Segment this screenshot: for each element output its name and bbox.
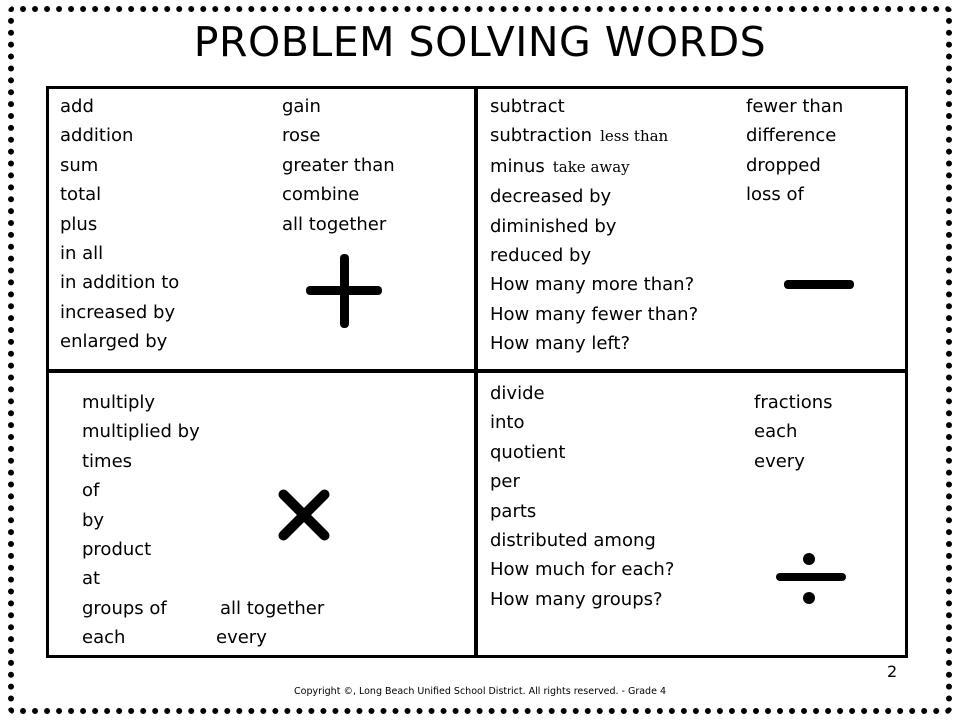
word-item: all together: [282, 213, 387, 235]
multiplication-words-col1: [82, 388, 200, 653]
word-item: total: [60, 184, 102, 206]
word-item: decreased by: [490, 186, 612, 208]
copyright-footer: Copyright ©, Long Beach Unified School District. All rights reserved. - Grade 4: [294, 686, 666, 697]
word-item: subtraction less than: [490, 125, 669, 147]
word-item: per: [490, 471, 520, 493]
word-item: by: [82, 509, 105, 531]
word-item: times: [82, 450, 133, 472]
grid-horizontal-divider: [46, 369, 908, 373]
word-item: add: [60, 96, 94, 117]
division-words-col1: [490, 379, 674, 614]
word-item: every: [216, 627, 267, 649]
word-item: How much for each?: [490, 559, 675, 581]
word-item: into: [490, 412, 525, 434]
page-title: PROBLEM SOLVING WORDS: [193, 18, 767, 66]
word-item: each: [82, 627, 126, 649]
word-item: dropped: [746, 154, 821, 176]
word-item: increased by: [60, 301, 176, 323]
word-item: reduced by: [490, 245, 592, 267]
word-item: in all: [60, 243, 104, 265]
word-item: greater than: [282, 154, 395, 176]
word-item: sum: [60, 154, 99, 176]
word-item: distributed among: [490, 530, 656, 552]
word-item: of: [82, 480, 100, 502]
division-words-col2: [754, 388, 833, 476]
word-item: every: [754, 450, 805, 472]
word-item: at: [82, 568, 101, 590]
word-item: subtract: [490, 96, 565, 117]
word-item-serif: take away: [552, 157, 630, 176]
word-item: groups of: [82, 597, 167, 619]
word-item: product: [82, 539, 152, 561]
word-item: fewer than: [746, 96, 844, 117]
word-item: How many left?: [490, 333, 631, 355]
subtraction-words-col2: [746, 92, 843, 210]
word-item: in addition to: [60, 272, 180, 294]
word-item: all together: [220, 598, 325, 619]
word-item: combine: [282, 184, 360, 206]
addition-words-col2: [282, 92, 395, 239]
word-item: parts: [490, 500, 537, 522]
word-item: fractions: [754, 392, 833, 413]
word-item-serif: less than: [600, 127, 669, 146]
word-item: diminished by: [490, 215, 617, 237]
word-item: multiply: [82, 392, 156, 413]
word-item: enlarged by: [60, 331, 168, 353]
subtraction-words-col1: [490, 92, 698, 359]
word-item: loss of: [746, 184, 804, 206]
word-item: plus: [60, 213, 98, 235]
word-item: each: [754, 421, 798, 443]
word-item: How many fewer than?: [490, 303, 699, 325]
page-number: 2: [887, 662, 898, 681]
word-item: gain: [282, 96, 321, 117]
addition-words-col1: [60, 92, 179, 357]
word-item: addition: [60, 125, 134, 147]
word-item: difference: [746, 125, 837, 147]
multiplication-words-col2: [216, 594, 325, 653]
word-item: quotient: [490, 441, 566, 463]
word-item: multiplied by: [82, 421, 200, 443]
word-item: divide: [490, 383, 545, 404]
word-item: rose: [282, 125, 321, 147]
word-item: How many more than?: [490, 274, 695, 296]
word-item: minus take away: [490, 155, 630, 177]
word-item: How many groups?: [490, 588, 663, 610]
